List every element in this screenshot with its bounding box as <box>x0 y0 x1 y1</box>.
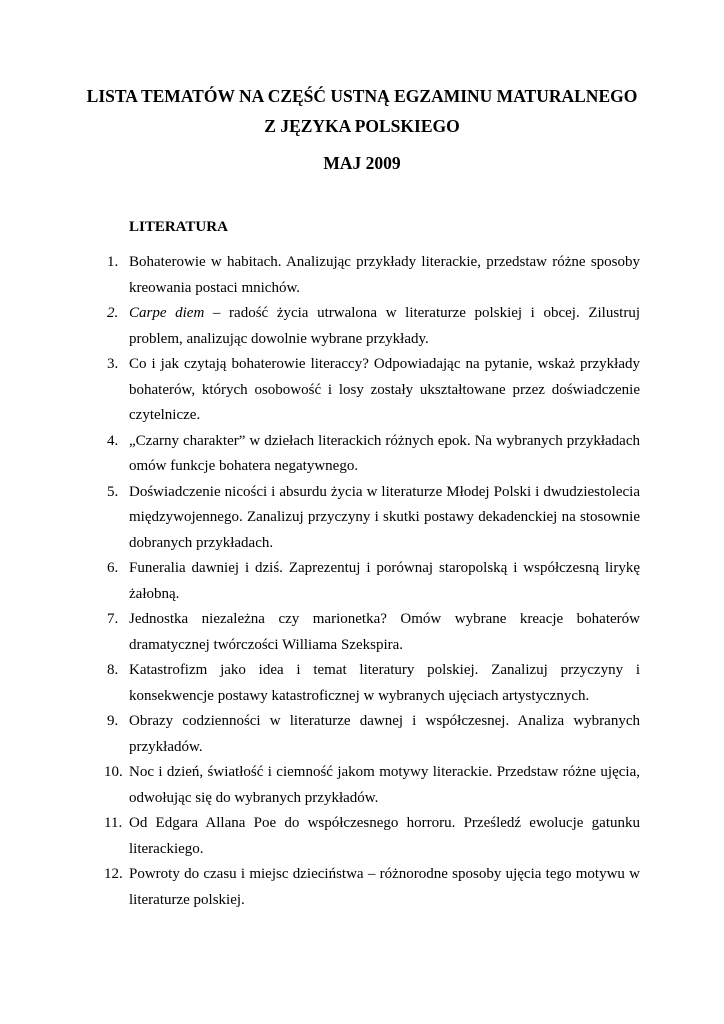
topic-number: 5. <box>107 483 119 500</box>
topic-item-2 <box>0 301 724 352</box>
topic-number: 2. <box>107 305 119 321</box>
topic-item-9 <box>0 709 724 760</box>
topic-text: Noc i dzień, światłość i ciemność jakom motywy literackie. Przedstaw różne ujęcia, odwołując się do wybranych przykładów. <box>129 764 640 806</box>
topic-text: Doświadczenie nicości i absurdu życia w literaturze Młodej Polski i dwudziestolecia międzywojennego. Zanalizuj przyczyny i skutki postawy dekadenckiej na stosownie dobranych przykładach. <box>129 483 640 551</box>
topic-item-5 <box>0 480 724 557</box>
topic-text: Powroty do czasu i miejsc dzieciństwa – różnorodne sposoby ujęcia tego motywu w literaturze polskiej. <box>129 866 640 908</box>
topic-item-3 <box>0 352 724 429</box>
topic-text: Funeralia dawniej i dziś. Zaprezentuj i porównaj staropolską i współczesną lirykę żałobną. <box>129 560 640 602</box>
topic-item-6 <box>0 556 724 607</box>
topic-number: 6. <box>107 560 119 576</box>
document-title-line-2: Z JĘZYKA POLSKIEGO <box>264 116 460 136</box>
topic-item-8 <box>0 658 724 709</box>
topic-item-1 <box>0 250 724 301</box>
topic-item-7 <box>0 607 724 658</box>
topic-number: 1. <box>107 254 119 270</box>
document-date: MAJ 2009 <box>323 153 401 173</box>
topic-number: 9. <box>107 713 119 729</box>
topic-item-11 <box>0 811 724 862</box>
topic-number: 8. <box>107 662 119 678</box>
topic-number: 3. <box>107 356 119 372</box>
topic-number: 12. <box>104 866 123 882</box>
topic-text: Od Edgara Allana Poe do współczesnego horroru. Prześledź ewolucje gatunku literackiego. <box>129 815 640 857</box>
topic-lead-italic: Carpe diem <box>129 305 205 321</box>
topic-text-rest: – radość życia utrwalona w literaturze polskiej i obcej. Zilustruj problem, analizując dowolnie wybrane przykłady. <box>129 305 640 347</box>
topic-item-10 <box>0 760 724 811</box>
topic-text: „Czarny charakter” w dziełach literackich różnych epok. Na wybranych przykładach omów funkcje bohatera negatywnego. <box>129 432 640 474</box>
section-heading-literatura: LITERATURA <box>129 219 228 235</box>
topic-text: Katastrofizm jako idea i temat literatury polskiej. Zanalizuj przyczyny i konsekwencje postawy katastroficznej w wybranych ujęciach artystycznych. <box>129 662 640 704</box>
topic-text: Co i jak czytają bohaterowie literaccy? Odpowiadając na pytanie, wskaż przykłady bohaterów, których osobowość i losy zostały ukształtowane przez doświadczenie czytelnicze. <box>129 356 640 423</box>
topic-list <box>0 250 724 913</box>
topic-number: 11. <box>104 815 123 831</box>
topic-item-12 <box>0 862 724 913</box>
topic-item-4 <box>0 429 724 480</box>
topic-text: Jednostka niezależna czy marionetka? Omów wybrane kreacje bohaterów dramatycznej twórczości Williama Szekspira. <box>129 611 640 653</box>
topic-number: 4. <box>107 432 119 449</box>
document-title-line-1: LISTA TEMATÓW NA CZĘŚĆ USTNĄ EGZAMINU MATURALNEGO <box>86 86 638 106</box>
topic-text: Bohaterowie w habitach. Analizując przykłady literackie, przedstaw różne sposoby kreowania postaci mnichów. <box>129 254 640 296</box>
topic-text: Obrazy codzienności w literaturze dawnej i współczesnej. Analiza wybranych przykładów. <box>129 713 640 755</box>
topic-text <box>129 301 640 352</box>
topic-number: 10. <box>104 764 123 780</box>
topic-number: 7. <box>107 611 119 627</box>
